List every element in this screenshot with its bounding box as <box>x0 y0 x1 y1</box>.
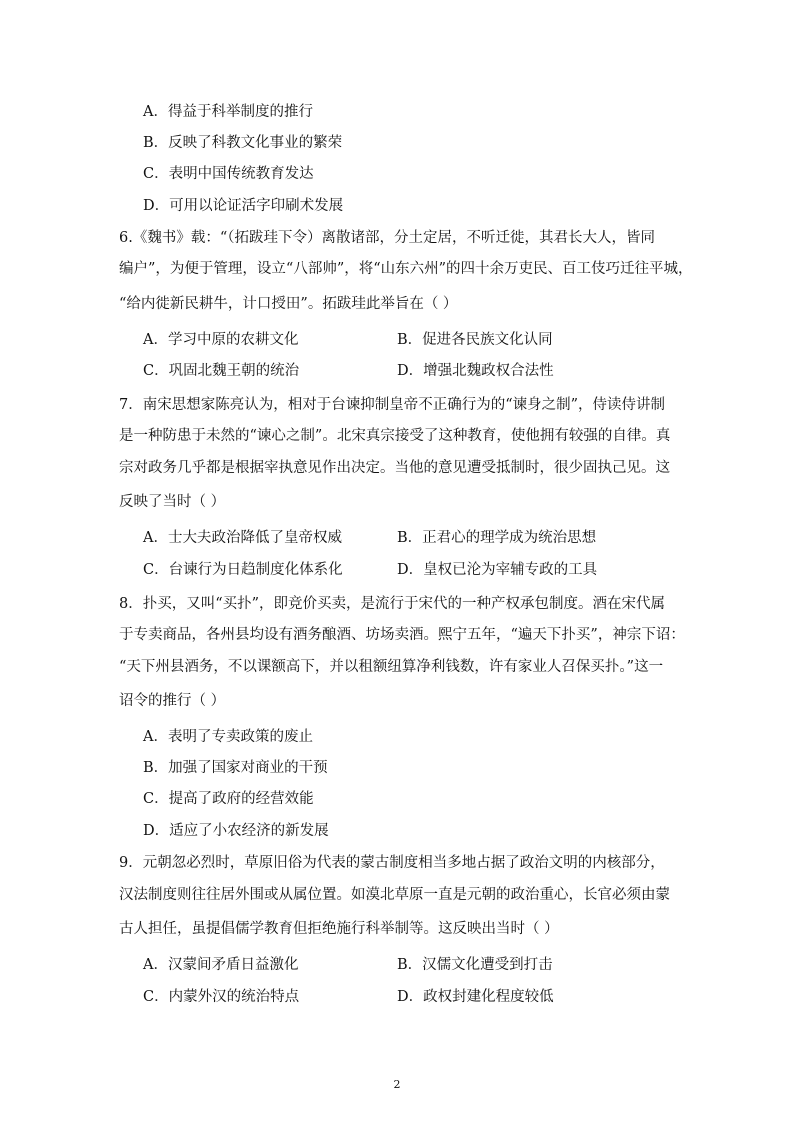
q7-option-d: D．皇权已沦为宰辅专政的工具 <box>397 562 598 578</box>
q8-stem-line-3: “天下州县酒务，不以课额高下，并以租额纽算净利钱数，许有家业人召保买扑。”这一 <box>119 659 664 675</box>
q8-stem-line-2: 于专卖商品，各州县均设有酒务酿酒、坊场卖酒。熙宁五年，“遍天下扑买”，神宗下诏： <box>119 627 685 643</box>
q6-option-a: A．学习中原的农耕文化 <box>143 332 299 348</box>
q7-stem-line-1: 7．南宋思想家陈亮认为，相对于台谏抑制皇帝不正确行为的“谏身之制”，侍读侍讲制 <box>119 397 666 413</box>
q6-stem-line-3: “给内徙新民耕牛，计口授田”。拓跋珪此举旨在（ ） <box>119 296 458 312</box>
q8-option-c: C．提高了政府的经营效能 <box>143 791 314 807</box>
q7-stem-line-3: 宗对政务几乎都是根据宰执意见作出决定。当他的意见遭受抵制时，很少固执己见。这 <box>119 460 670 476</box>
q5-option-a: A．得益于科举制度的推行 <box>143 104 313 120</box>
q9-option-d: D．政权封建化程度较低 <box>397 989 554 1005</box>
q9-stem-line-2: 汉法制度则往往居外围或从属位置。如漠北草原一直是元朝的政治重心，长官必须由蒙 <box>119 887 670 903</box>
q5-option-b: B．反映了科教文化事业的繁荣 <box>143 135 343 151</box>
q6-stem-line-2: 编户”，为便于管理，设立“八部帅”，将“山东六州”的四十余万吏民、百工伎巧迁往平城， <box>119 261 693 277</box>
q8-stem-line-4: 诏令的推行（ ） <box>119 693 226 709</box>
q5-option-d: D．可用以论证活字印刷术发展 <box>143 198 344 214</box>
q7-option-c: C．台谏行为日趋制度化体系化 <box>143 562 343 578</box>
q7-option-b: B．正君心的理学成为统治思想 <box>397 530 597 546</box>
q6-stem-line-1: 6.《魏书》载：“（拓跋珪下令）离散诸部，分土定居，不听迁徙，其君长大人，皆同 <box>119 230 655 246</box>
q8-option-b: B．加强了国家对商业的干预 <box>143 760 328 776</box>
q9-option-a: A．汉蒙间矛盾日益激化 <box>143 957 299 973</box>
q9-option-b: B．汉儒文化遭受到打击 <box>397 957 553 973</box>
page-number: 2 <box>393 1078 401 1091</box>
q8-option-a: A．表明了专卖政策的废止 <box>143 729 313 745</box>
q8-stem-line-1: 8．扑买，又叫“买扑”，即竞价买卖，是流行于宋代的一种产权承包制度。酒在宋代属 <box>119 596 666 612</box>
q7-option-a: A．士大夫政治降低了皇帝权威 <box>143 530 342 546</box>
q6-option-b: B．促进各民族文化认同 <box>397 332 553 348</box>
q6-option-c: C．巩固北魏王朝的统治 <box>143 363 300 379</box>
q8-option-d: D．适应了小农经济的新发展 <box>143 823 329 839</box>
q7-stem-line-4: 反映了当时（ ） <box>119 494 226 510</box>
q9-stem-line-1: 9．元朝忽必烈时，草原旧俗为代表的蒙古制度相当多地占据了政治文明的内核部分， <box>119 855 665 871</box>
q9-stem-line-3: 古人担任，虽提倡儒学教育但拒绝施行科举制等。这反映出当时（ ） <box>119 921 559 937</box>
q5-option-c: C．表明中国传统教育发达 <box>143 166 314 182</box>
q9-option-c: C．内蒙外汉的统治特点 <box>143 989 300 1005</box>
q6-option-d: D．增强北魏政权合法性 <box>397 363 554 379</box>
q7-stem-line-2: 是一种防患于未然的“谏心之制”。北宋真宗接受了这种教育，使他拥有较强的自律。真 <box>119 428 671 444</box>
